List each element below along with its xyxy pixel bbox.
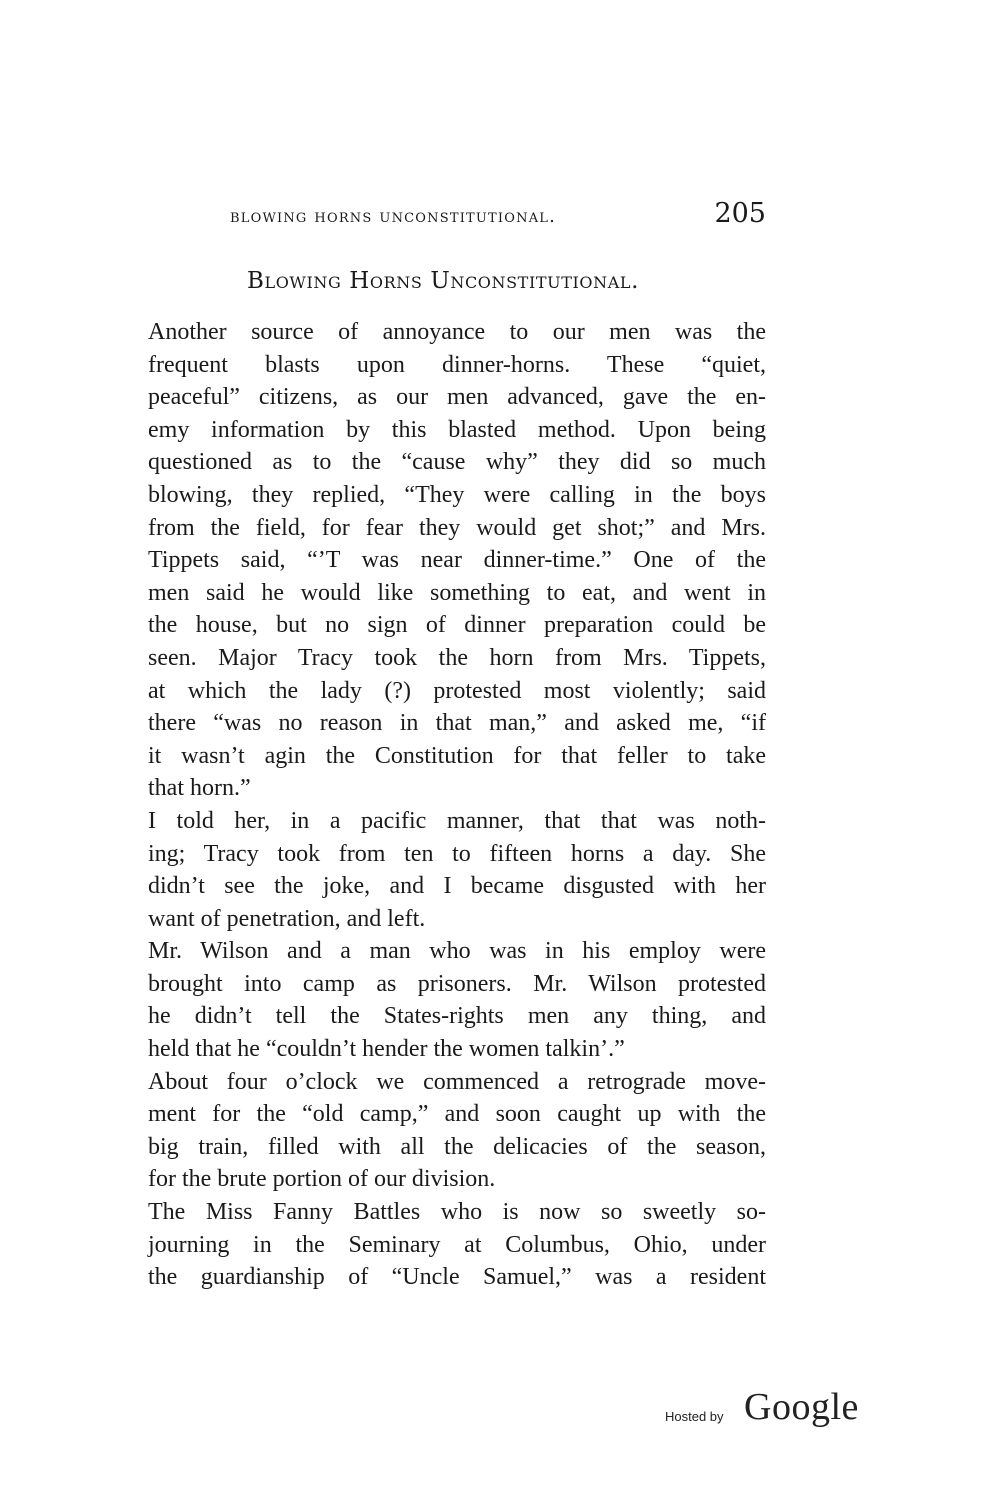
hosted-by-label: Hosted by (665, 1409, 724, 1424)
page-number: 205 (714, 198, 766, 229)
text-line: from the field, for fear they would get shot;” and Mrs. (148, 514, 766, 541)
text-line: men said he would like something to eat, and went in (148, 579, 766, 606)
paragraph-2 (120, 805, 766, 935)
text-line: that horn.” (148, 775, 251, 802)
paragraph-4 (120, 1066, 766, 1196)
running-head-title: blowing horns unconstitutional. (230, 206, 557, 227)
text-line: didn’t see the joke, and I became disgusted with her (148, 873, 766, 900)
text-line: Tippets said, “’T was near dinner-time.” One of the (148, 547, 766, 574)
section-title: Blowing Horns Unconstitutional. (246, 268, 640, 294)
text-line: big train, filled with all the delicacies of the season, (148, 1133, 766, 1160)
text-line: The Miss Fanny Battles who is now so sweetly so- (148, 1199, 766, 1226)
text-line: journing in the Seminary at Columbus, Ohio, under (148, 1231, 766, 1258)
text-line: About four o’clock we commenced a retrograde move- (148, 1068, 766, 1095)
text-line: Mr. Wilson and a man who was in his employ were (148, 938, 766, 965)
hosted-by-google-logo (660, 1385, 870, 1435)
text-line: it wasn’t agin the Constitution for that feller to take (148, 742, 766, 769)
google-logo: Google (744, 1386, 859, 1428)
text-line: emy information by this blasted method. Upon being (148, 416, 766, 443)
paragraph-5 (120, 1196, 766, 1294)
text-line: brought into camp as prisoners. Mr. Wilson protested (148, 970, 766, 997)
text-line: peaceful” citizens, as our men advanced, gave the en- (148, 384, 766, 411)
paragraph-1 (120, 316, 766, 805)
text-line: he didn’t tell the States-rights men any thing, and (148, 1003, 766, 1030)
text-line: ment for the “old camp,” and soon caught up with the (148, 1101, 766, 1128)
text-line: want of penetration, and left. (148, 905, 426, 932)
text-line: ing; Tracy took from ten to fifteen horns a day. She (148, 840, 766, 867)
text-line: I told her, in a pacific manner, that that was noth- (148, 807, 766, 834)
text-line: for the brute portion of our division. (148, 1166, 496, 1193)
text-line: held that he “couldn’t hender the women talkin’.” (148, 1036, 625, 1063)
running-head (226, 198, 766, 238)
text-line: at which the lady (?) protested most violently; said (148, 677, 766, 704)
text-line: the guardianship of “Uncle Samuel,” was a resident (148, 1264, 766, 1291)
text-line: questioned as to the “cause why” they did so much (148, 449, 766, 476)
text-line: the house, but no sign of dinner preparation could be (148, 612, 766, 639)
body-text (120, 316, 766, 1294)
text-line: Another source of annoyance to our men was the (148, 319, 766, 345)
text-line: there “was no reason in that man,” and asked me, “if (148, 710, 766, 737)
text-line: seen. Major Tracy took the horn from Mrs. Tippets, (148, 644, 766, 671)
text-line: blowing, they replied, “They were calling in the boys (148, 481, 766, 508)
paragraph-3 (120, 935, 766, 1065)
text-line: frequent blasts upon dinner-horns. These “quiet, (148, 351, 766, 378)
